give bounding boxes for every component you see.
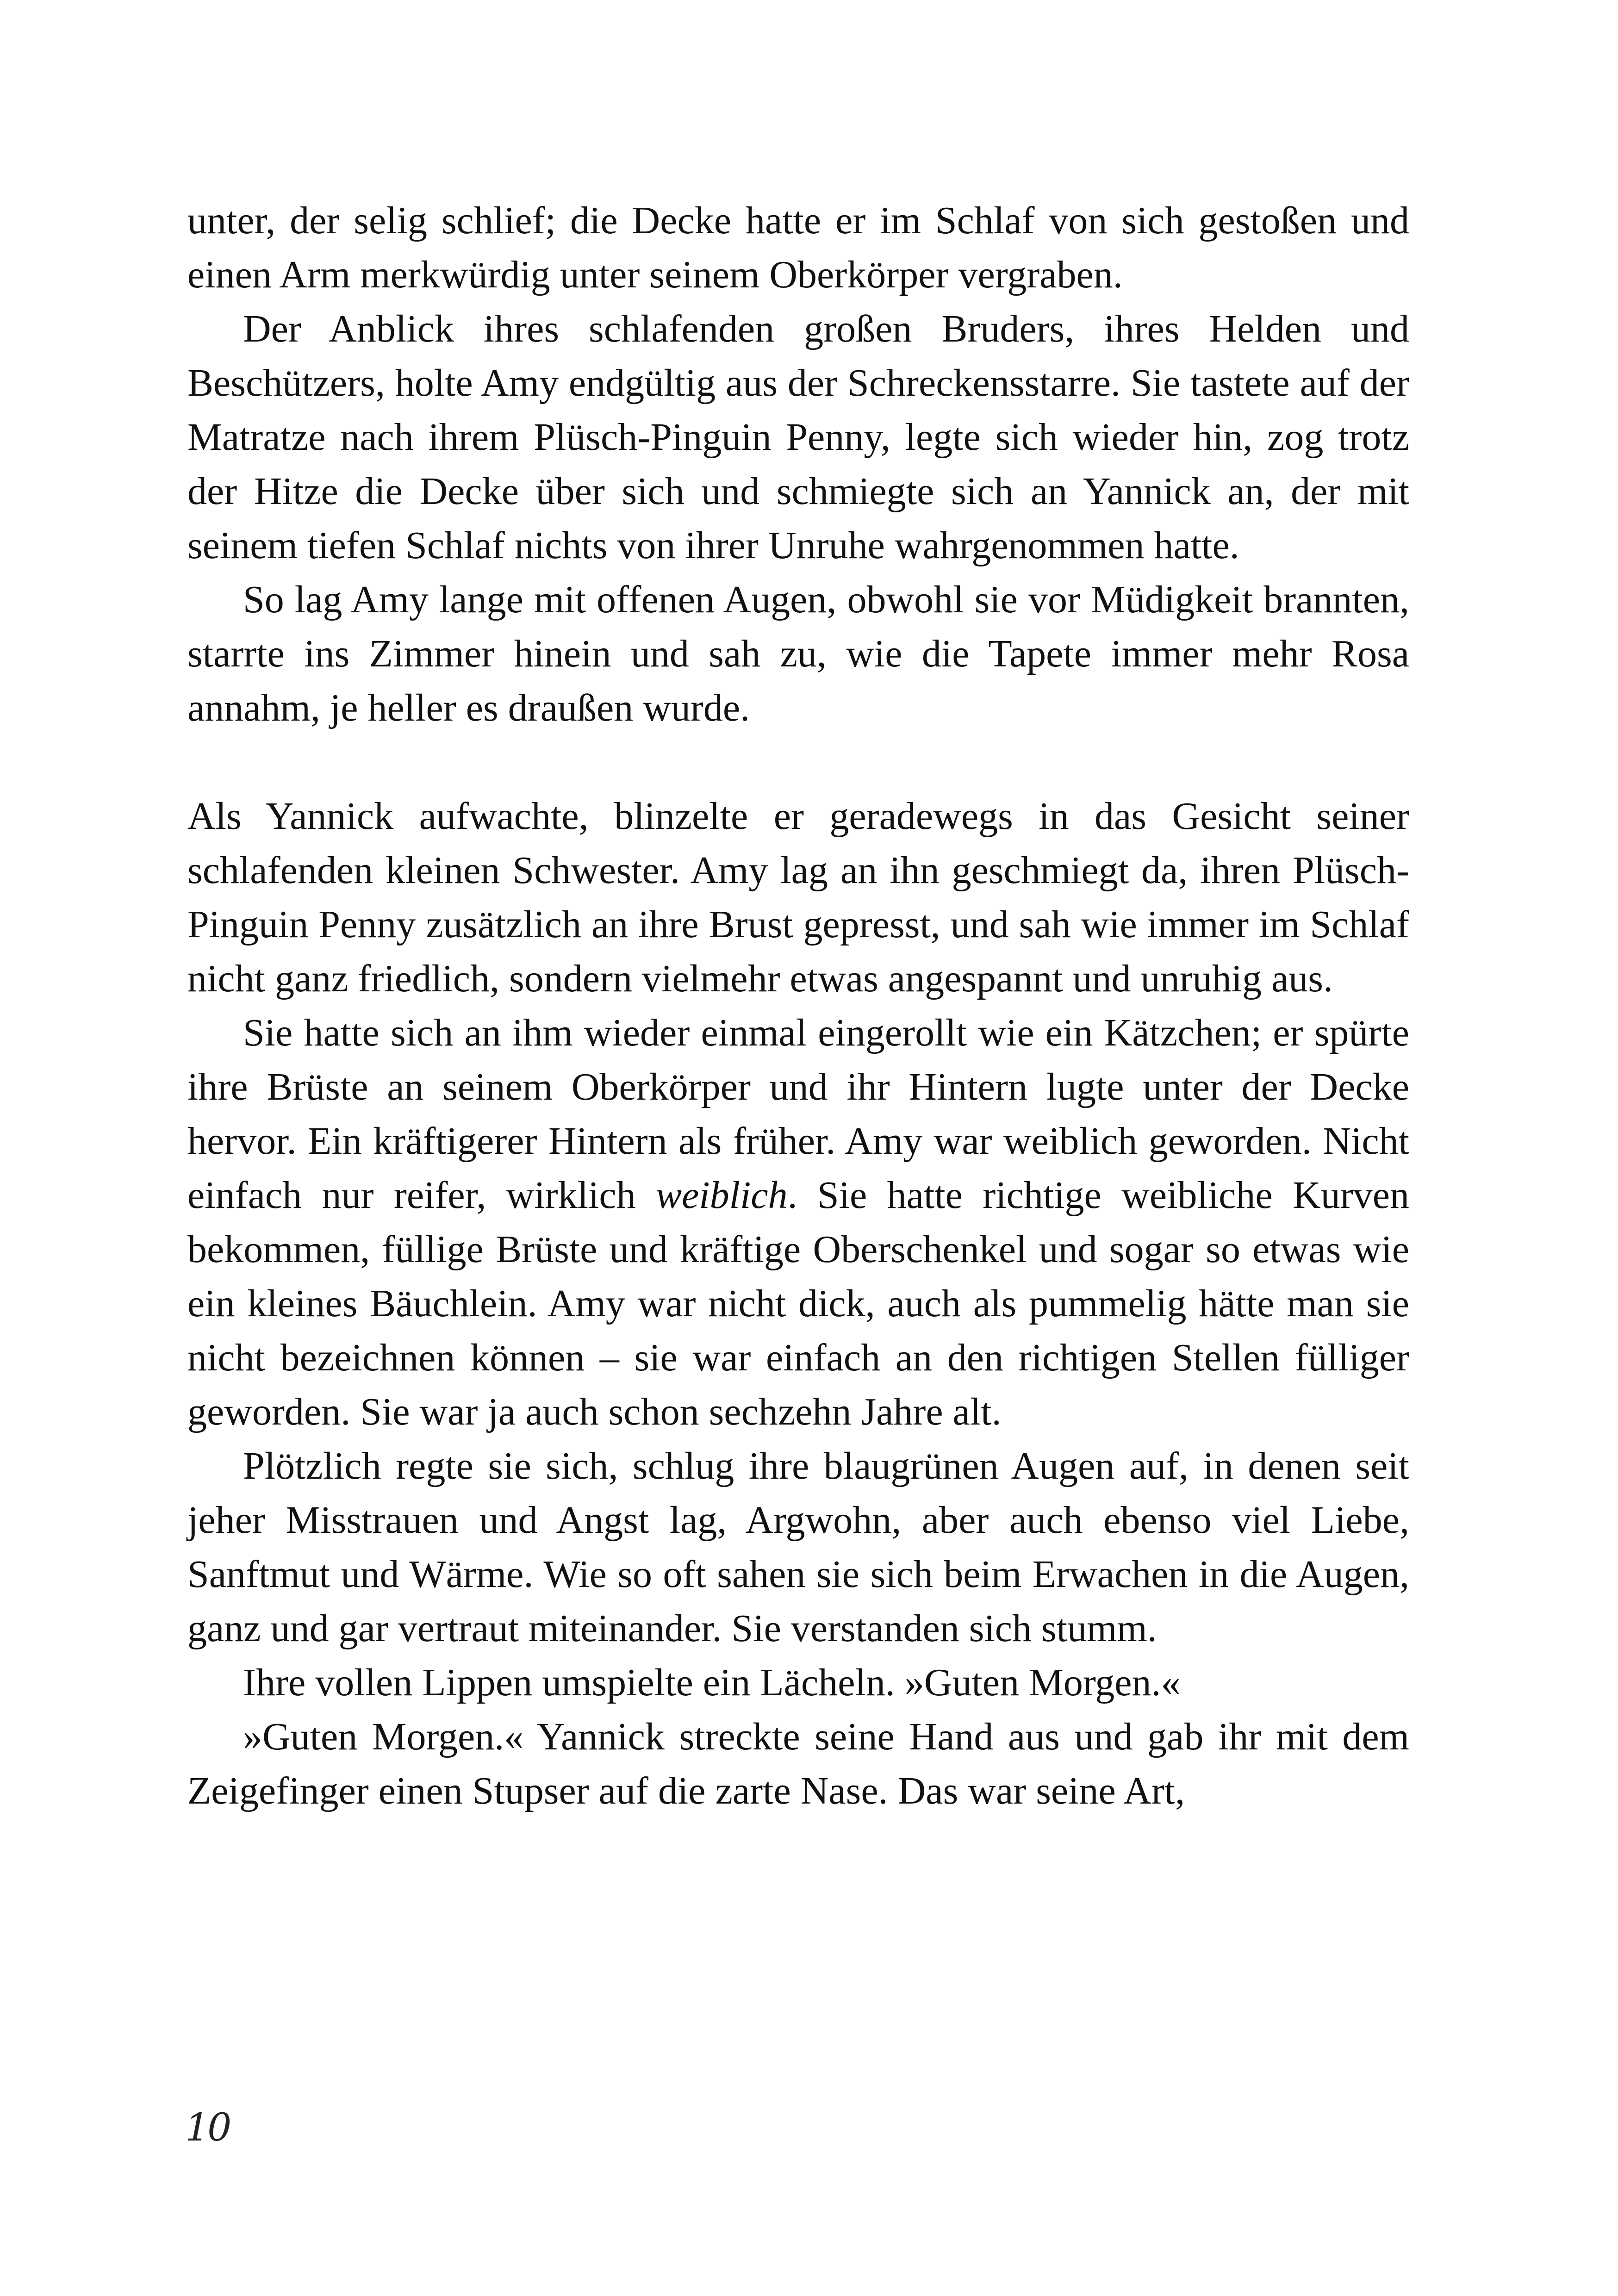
paragraph: unter, der selig schlief; die Decke hatte er im Schlaf von sich gestoßen und einen Arm merkwürdig unter seinem Oberkörper vergraben. bbox=[187, 199, 1409, 296]
paragraph: Als Yannick aufwachte, blinzelte er geradewegs in das Gesicht seiner schlafenden kleinen Schwester. Amy lag an ihn geschmiegt da, ihren Plüsch-Pinguin Penny zusätzlich an ihre Brust gepresst, und sah wie immer im Schlaf nicht ganz friedlich, sondern vielmehr etwas angespannt und unruhig aus. bbox=[187, 795, 1409, 1000]
paragraph: »Guten Morgen.« Yannick streckte seine Hand aus und gab ihr mit dem Zeigefinger einen Stupser auf die zarte Nase. Das war seine Art, bbox=[187, 1715, 1409, 1812]
paragraph-text: Sie hatte sich an ihm wieder einmal eingerollt wie ein Kätzchen; er spürte ihre Brüste an seinem Oberkörper und ihr Hintern lugte unter der Decke hervor. Ein kräftigerer Hintern als früher. Amy war weiblich geworden. Nicht einfach nur reifer, wirklich bbox=[187, 1011, 1409, 1217]
paragraph: Ihre vollen Lippen umspielte ein Lächeln. »Guten Morgen.« bbox=[243, 1661, 1181, 1704]
emphasis-text: weiblich bbox=[655, 1174, 788, 1217]
paragraph bbox=[187, 1006, 1409, 1439]
paragraph: Der Anblick ihres schlafenden großen Bruders, ihres Helden und Beschützers, holte Amy endgültig aus der Schreckensstarre. Sie tastete auf der Matratze nach ihrem Plüsch-Pinguin Penny, legte sich wieder hin, zog trotz der Hitze die Decke über sich und schmiegte sich an Yannick an, der mit seinem tiefen Schlaf nichts von ihrer Unruhe wahrgenommen hatte. bbox=[187, 307, 1409, 567]
paragraph: So lag Amy lange mit offenen Augen, obwohl sie vor Müdigkeit brannten, starrte ins Zimmer hinein und sah zu, wie die Tapete immer mehr Rosa annahm, je heller es draußen wurde. bbox=[187, 578, 1409, 729]
paragraph: Plötzlich regte sie sich, schlug ihre blaugrünen Augen auf, in denen seit jeher Misstrauen und Angst lag, Argwohn, aber auch ebenso viel Liebe, Sanftmut und Wärme. Wie so oft sahen sie sich beim Erwachen in die Augen, ganz und gar vertraut miteinander. Sie verstanden sich stumm. bbox=[187, 1444, 1409, 1650]
paragraph-text: . Sie hatte richtige weibliche Kurven bekommen, füllige Brüste und kräftige Oberschenkel und sogar so etwas wie ein kleines Bäuchlein. Amy war nicht dick, auch als pummelig hätte man sie nicht bezeichnen können – sie war einfach an den richtigen Stellen fülliger geworden. Sie war ja auch schon sechzehn Jahre alt. bbox=[187, 1174, 1409, 1433]
page-number: 10 bbox=[185, 2106, 230, 2150]
body-text bbox=[187, 193, 1409, 1818]
